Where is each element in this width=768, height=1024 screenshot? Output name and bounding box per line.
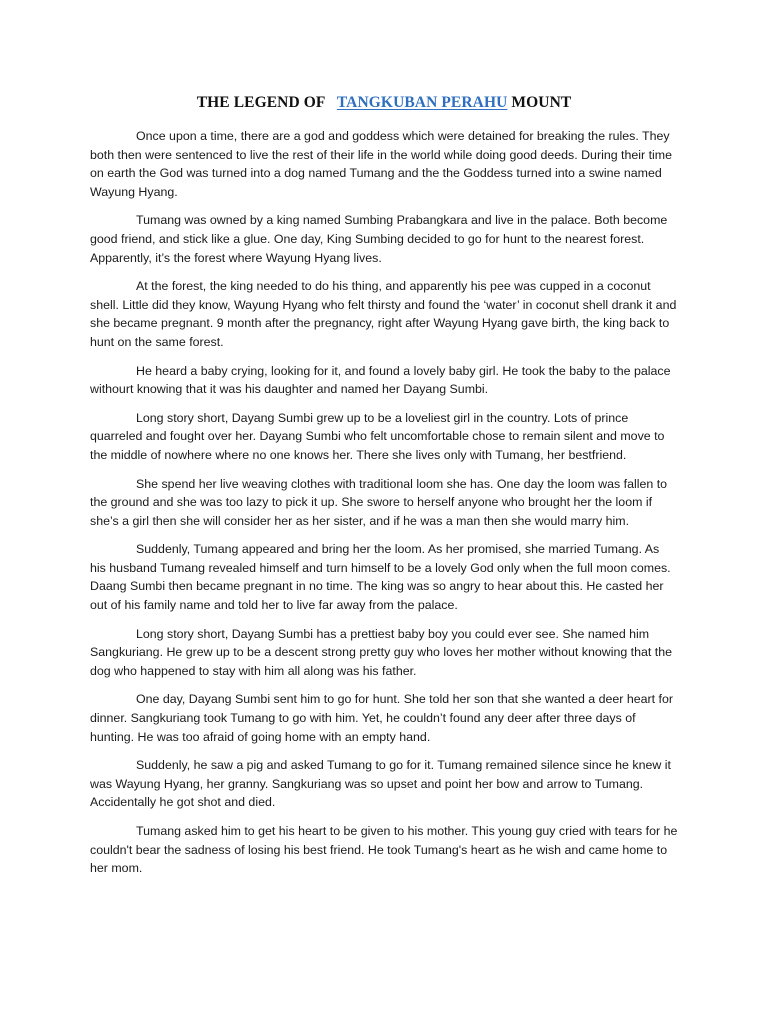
paragraph: At the forest, the king needed to do his thing, and apparently his pee was cupped in a coconut shell. Little did they know, Wayung Hyang who felt thirsty and found the ‘water’ in coconut shell drank it and she became pregnant. 9 month after the pregnancy, right after Wayung Hyang gave birth, the king back to hunt on the same forest. <box>90 279 677 349</box>
paragraph: Suddenly, Tumang appeared and bring her the loom. As her promised, she married Tumang. As his husband Tumang revealed himself and turn himself to be a lovely God only when the full moon comes. Daang Sumbi then became pregnant in no time. The king was so angry to hear about this. He casted her out of his family name and told her to live far away from the palace. <box>90 542 671 613</box>
title-prefix: THE LEGEND OF <box>196 94 325 111</box>
paragraph: Long story short, Dayang Sumbi has a prettiest baby boy you could ever see. She named him Sangkuriang. He grew up to be a descent strong pretty guy who loves her mother without knowing that the dog who happened to stay with him all along was his father. <box>90 626 673 678</box>
paragraph: He heard a baby crying, looking for it, and found a lovely baby girl. He took the baby to the palace withourt knowing that it was his daughter and named her Dayang Sumbi. <box>90 363 671 397</box>
paragraph: One day, Dayang Sumbi sent him to go for hunt. She told her son that she wanted a deer heart for dinner. Sangkuriang took Tumang to go with him. Yet, he couldn’t found any deer after three days of hunting. He was too afraid of going home with an empty hand. <box>90 692 674 744</box>
paragraph: Once upon a time, there are a god and goddess which were detained for breaking the rules. They both then were sentenced to live the rest of their life in the world while doing good deeds. During their time on earth the God was turned into a dog named Tumang and the the Goddess turned into a swine named Wayung Hyang. <box>90 129 673 199</box>
paragraph: She spend her live weaving clothes with traditional loom she has. One day the loom was fallen to the ground and she was too lazy to pick it up. She swore to herself anyone who brought her the loom if she’s a girl then she will consider her as her sister, and if he was a man then she would marry him. <box>90 476 668 528</box>
document-body <box>90 127 678 888</box>
document-title <box>0 94 768 112</box>
paragraph: Tumang asked him to get his heart to be given to his mother. This young guy cried with tears for he couldn't bear the sadness of losing his best friend. He took Tumang's heart as he wish and came home to her mom. <box>90 824 678 876</box>
title-link[interactable]: TANGKUBAN PERAHU <box>336 94 508 111</box>
paragraph: Tumang was owned by a king named Sumbing Prabangkara and live in the palace. Both become good friend, and stick like a glue. One day, King Sumbing decided to go for hunt to the nearest forest. Apparently, it’s the forest where Wayung Hyang lives. <box>90 213 668 265</box>
paragraph: Long story short, Dayang Sumbi grew up to be a loveliest girl in the country. Lots of prince quarreled and fought over her. Dayang Sumbi who felt uncomfortable chose to remain silent and move to the middle of nowhere where no one knows her. There she lives only with Tumang, her bestfriend. <box>90 410 665 462</box>
paragraph: Suddenly, he saw a pig and asked Tumang to go for it. Tumang remained silence since he knew it was Wayung Hyang, her granny. Sangkuriang was so upset and point her bow and arrow to Tumang. Accidentally he got shot and died. <box>90 758 671 810</box>
title-suffix: MOUNT <box>511 94 572 111</box>
